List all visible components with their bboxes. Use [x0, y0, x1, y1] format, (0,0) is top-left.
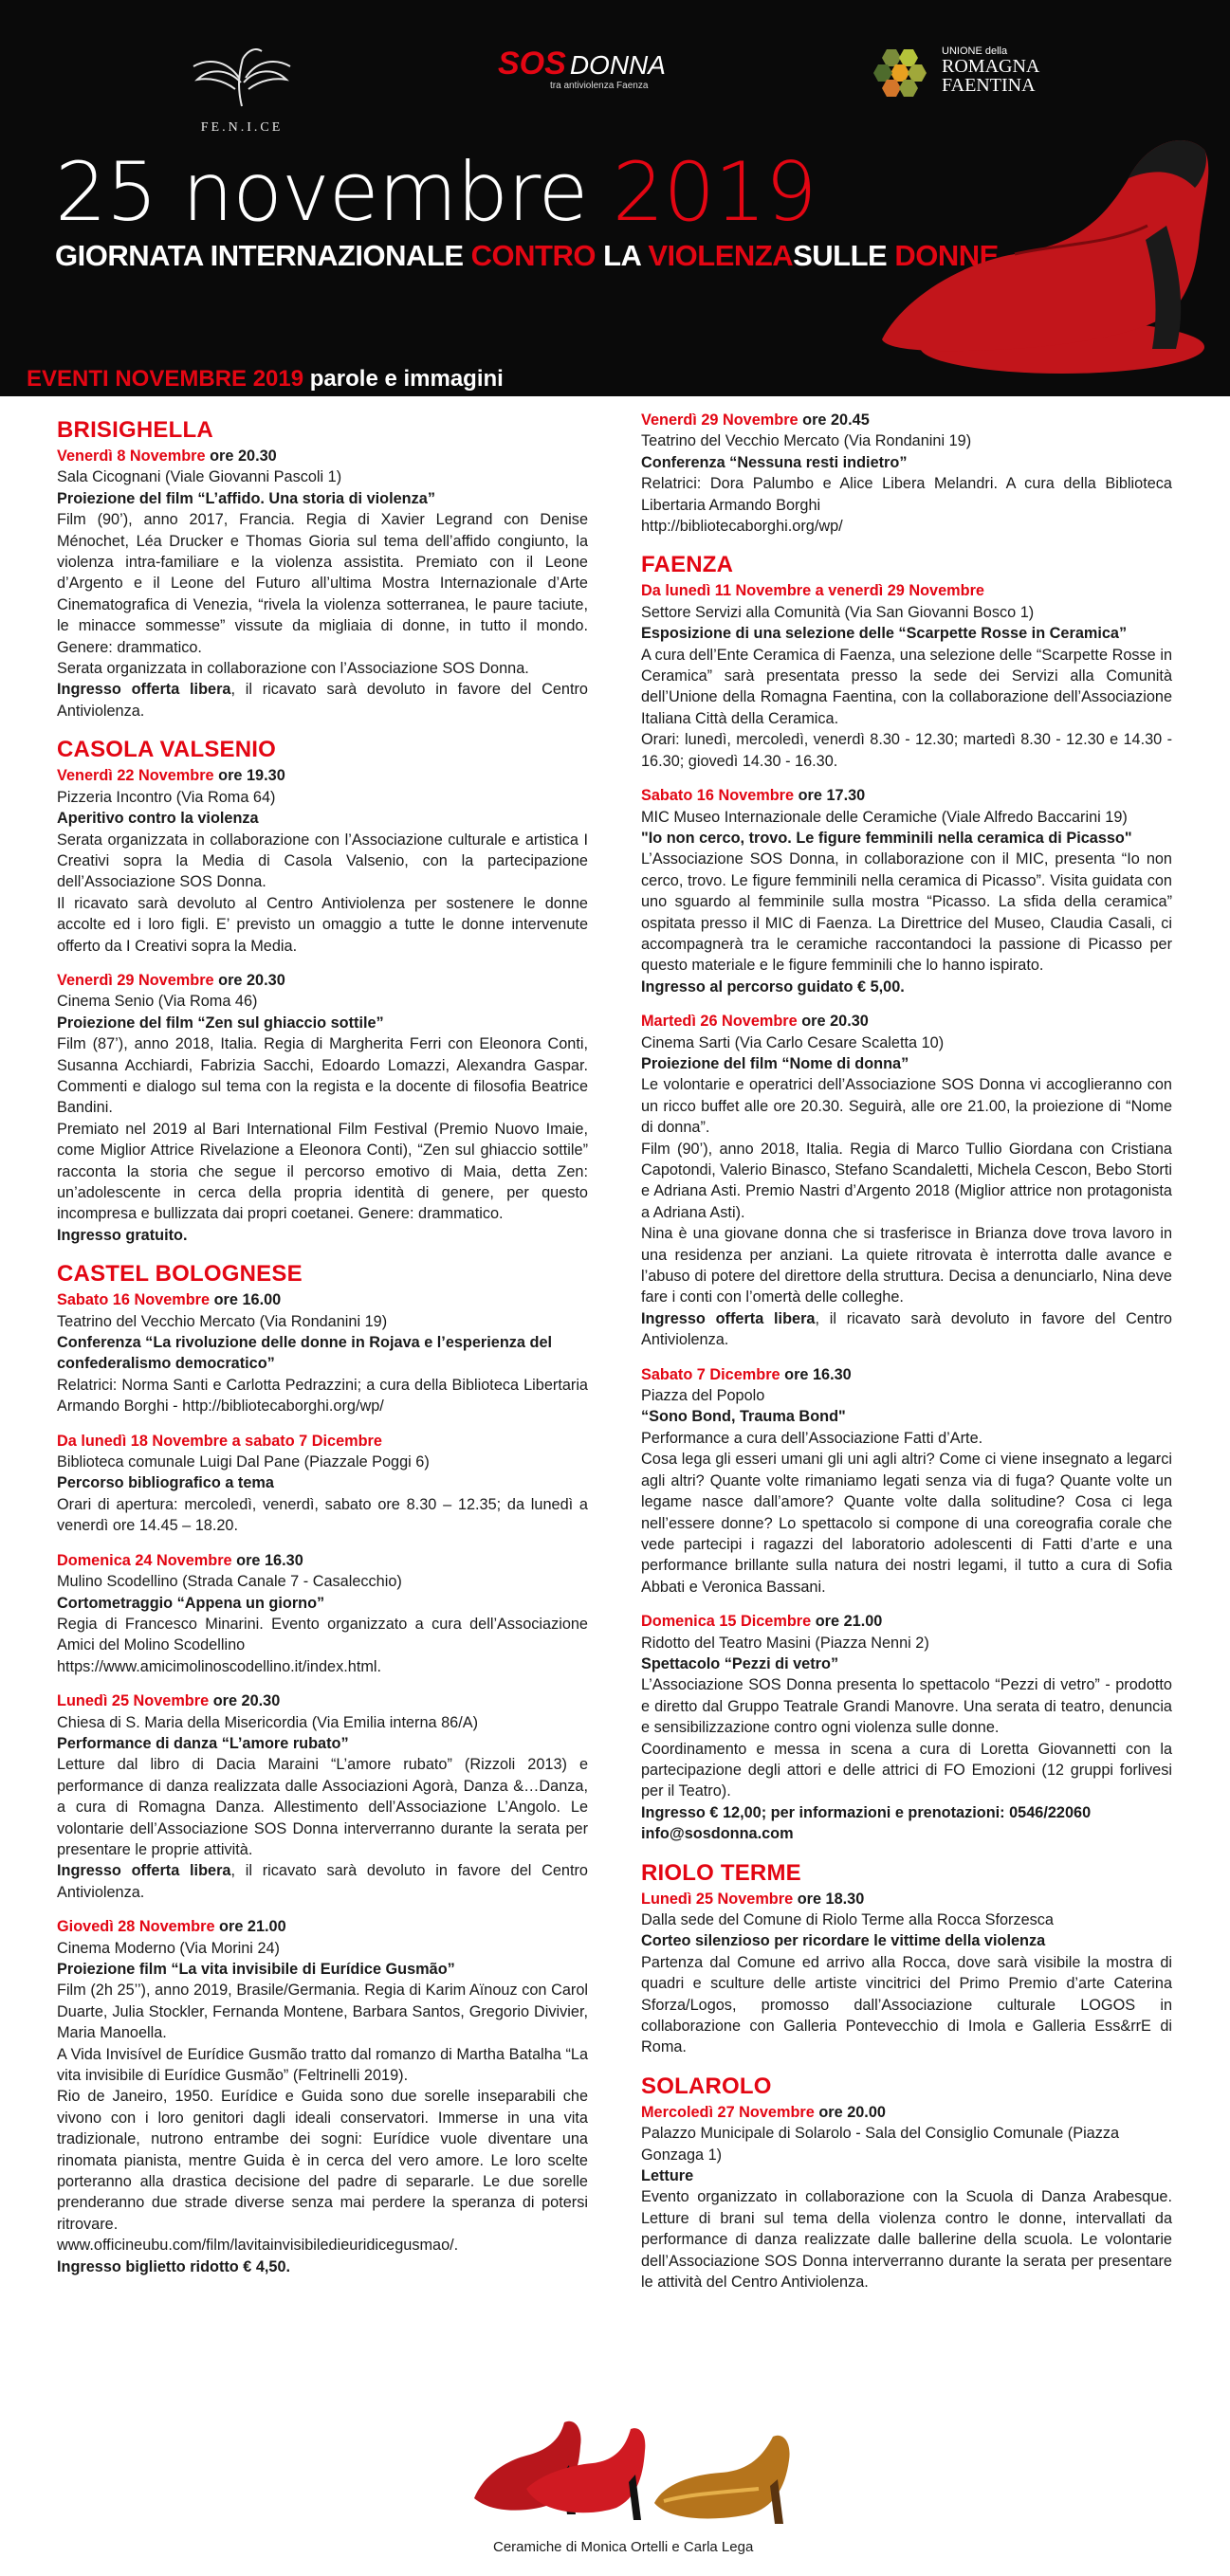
subtitle-part: CONTRO	[470, 239, 596, 272]
event-description: Premiato nel 2019 al Bari International Film Festival (Premio Nuovo Imaie, come Miglior Attrice Rivelazione a Eleonora Conti), “Zen sul ghiaccio sottile” racconta la storia che segue il percorso emotivo di Maia, detta Zen: un’adolescente in cerca della propria identità di genere, per questo incompresa e bullizzata dai propri coetanei. Genere: drammatico.	[57, 1120, 588, 1223]
event-note	[57, 1860, 588, 1903]
subtitle-part: VIOLENZA	[648, 239, 794, 272]
event-datetime	[641, 410, 1172, 430]
event-title: Corteo silenzioso per ricordare le vittime della violenza	[641, 1932, 1046, 1950]
event-note-text: , il ricavato sarà devoluto in favore del Centro Antiviolenza.	[57, 1862, 588, 1901]
event-note-bold: Ingresso offerta libera	[57, 1862, 231, 1880]
event-note	[57, 2256, 588, 2277]
event-item	[641, 1889, 1172, 2058]
unione-romagna-logo	[868, 46, 1057, 102]
event-description: Relatrici: Dora Palumbo e Alice Libera Melandri. A cura della Biblioteca Libertaria Armando Borghi	[641, 475, 1172, 514]
event-description: Rio de Janeiro, 1950. Eurídice e Guida sono due sorelle inseparabili che vivono con i loro genitori dagli ideali conservatori. Immerse in una vita tradizionale, nutrono entrambe dei sogni: Eurídice vuole diventare una rinomata pianista, mentre Guida è in cerca del vero amore. Le loro scelte porteranno alla drastica decisione del padre di separarle. Le due sorelle prenderanno due strade diverse senza mai perdere la speranza di potersi ritrovare.	[57, 2088, 588, 2233]
event-datetime	[57, 1690, 588, 1711]
event-venue: MIC Museo Internazionale delle Ceramiche (Viale Alfredo Baccarini 19)	[641, 808, 1128, 826]
event-note	[641, 977, 1172, 997]
event-datetime	[57, 1916, 588, 1937]
sos-donna-logo	[498, 46, 669, 112]
event-title: Spettacolo “Pezzi di vetro”	[641, 1654, 839, 1672]
gold-shoe-right-icon	[654, 2436, 790, 2524]
event-title: "Io non cerco, trovo. Le figure femminili nella ceramica di Picasso"	[641, 829, 1132, 847]
sos-logo-text: SOS	[498, 46, 566, 82]
event-date: Mercoledì 27 Novembre	[641, 2103, 815, 2121]
event-time: ore 20.45	[802, 411, 870, 429]
event-time: ore 21.00	[815, 1613, 883, 1631]
event-description: A cura dell’Ente Ceramica di Faenza, una selezione delle “Scarpette Rosse in Ceramica” sarà presentata presso la sede dei Servizi alla Comunità dell’Unione della Romagna Faentina, con la collaborazione dell’Associazione Italiana Città della Ceramica.	[641, 646, 1172, 727]
event-title: Esposizione di una selezione delle “Scarpette Rosse in Ceramica”	[641, 625, 1128, 643]
city-section	[641, 2074, 1172, 2293]
event-title: Proiezione del film “Zen sul ghiaccio sottile”	[57, 1014, 384, 1032]
event-note-bold: Ingresso offerta libera	[641, 1309, 816, 1327]
event-item	[57, 1690, 588, 1903]
event-description: Serata organizzata in collaborazione con l’Associazione SOS Donna.	[57, 660, 529, 678]
red-shoe-image	[825, 112, 1223, 396]
event-venue: Ridotto del Teatro Masini (Piazza Nenni 2)	[641, 1634, 929, 1652]
event-item	[57, 765, 588, 957]
event-description: http://bibliotecaborghi.org/wp/	[641, 518, 843, 536]
event-datetime	[641, 580, 1172, 601]
event-time: ore 16.30	[784, 1365, 852, 1383]
event-date: Da lunedì 11 Novembre a venerdì 29 Novembre	[641, 582, 984, 600]
event-time: ore 18.30	[797, 1890, 865, 1908]
subtitle-part: GIORNATA INTERNAZIONALE	[55, 239, 471, 272]
event-date: Sabato 16 Novembre	[57, 1291, 211, 1309]
event-note	[641, 1308, 1172, 1351]
city-heading: FAENZA	[641, 552, 734, 578]
event-date: Venerdì 22 Novembre	[57, 767, 214, 785]
event-item	[57, 1550, 588, 1677]
event-title: Proiezione del film “Nome di donna”	[641, 1054, 909, 1072]
fenice-logo	[180, 30, 303, 144]
event-venue: Pizzeria Incontro (Via Roma 64)	[57, 788, 276, 806]
event-datetime	[641, 1364, 1172, 1385]
event-contact-email[interactable]: info@sosdonna.com	[641, 1825, 794, 1843]
city-section	[57, 417, 588, 722]
phoenix-icon	[180, 30, 303, 116]
city-heading: CASTEL BOLOGNESE	[57, 1261, 303, 1288]
city-heading: CASOLA VALSENIO	[57, 737, 277, 763]
fenice-logo-text: FE.N.I.CE	[200, 120, 284, 135]
event-description: https://www.amicimolinoscodellino.it/index.html.	[57, 1657, 382, 1675]
event-title: Aperitivo contro la violenza	[57, 810, 259, 828]
event-item	[641, 2102, 1172, 2293]
event-time: ore 17.30	[798, 787, 866, 805]
event-date: Giovedì 28 Novembre	[57, 1918, 215, 1936]
event-description: Letture dal libro di Dacia Maraini “L’amore rubato” (Rizzoli 2013) e performance di danza realizzata dalle Associazioni Agorà, Danza &…Danza, a cura di Romagna Danza. Allestimento dell’Associazione L’Angolo. Le volontarie dell’Associazione SOS Donna interverranno durante la serata per presentare le proprie attività.	[57, 1756, 588, 1858]
unione-logo-line2: ROMAGNA	[942, 56, 1040, 77]
event-note	[641, 1802, 1172, 1823]
event-description: Coordinamento e messa in scena a cura di Loretta Giovannetti con la partecipazione degli attori e delle attrici di FO Emozioni (12 gruppi forlivesi per il Teatro).	[641, 1740, 1172, 1800]
event-note-bold: Ingresso offerta libera	[57, 681, 231, 699]
city-section	[57, 737, 588, 1246]
event-time: ore 20.30	[212, 1692, 281, 1710]
event-note-bold: Ingresso al percorso guidato € 5,00.	[641, 977, 905, 996]
event-date: Domenica 24 Novembre	[57, 1551, 232, 1569]
event-venue: Teatrino del Vecchio Mercato (Via Rondanini 19)	[641, 432, 972, 450]
event-datetime	[641, 1611, 1172, 1632]
event-item	[57, 970, 588, 1246]
event-description: Relatrici: Norma Santi e Carlotta Pedrazzini; a cura della Biblioteca Libertaria Armando Borghi - http://bibliotecaborghi.org/wp/	[57, 1376, 588, 1416]
event-description: Film (90’), anno 2018, Italia. Regia di Marco Tullio Giordana con Cristiana Capotondi, Valerio Binasco, Stefano Scandaletti, Michela Cescon, Bebo Storti e Adriana Asti. Premio Nastri d’Argento 2018 (Miglior attrice non protagonista a Adriana Asti).	[641, 1140, 1172, 1221]
event-venue: Piazza del Popolo	[641, 1387, 765, 1405]
event-description: Il ricavato sarà devoluto al Centro Antiviolenza per sostenere le donne accolte ed i loro figli. E’ previsto un omaggio a tutte le donne intervenute offerto da I Creativi sopra la Media.	[57, 894, 588, 955]
event-datetime	[57, 1431, 588, 1452]
event-description: A Vida Invisível de Eurídice Gusmão tratto dal romanzo di Martha Batalha “La vita invisibile di Eurídice Gusmão” (Feltrinelli 2019).	[57, 2045, 588, 2085]
event-item	[57, 446, 588, 722]
event-venue: Palazzo Municipale di Solarolo - Sala del Consiglio Comunale (Piazza Gonzaga 1)	[641, 2125, 1120, 2164]
event-datetime	[57, 446, 588, 466]
event-time: ore 21.00	[219, 1918, 286, 1936]
event-date: Sabato 16 Novembre	[641, 787, 795, 805]
event-item	[641, 410, 1172, 537]
event-item	[57, 1289, 588, 1416]
event-time: ore 20.00	[818, 2103, 886, 2121]
event-note-bold: Ingresso gratuito.	[57, 1226, 188, 1244]
title-date: 25 novembre	[55, 145, 588, 240]
city-section	[57, 1261, 588, 2277]
event-note-text: , il ricavato sarà devoluto in favore del Centro Antiviolenza.	[641, 1309, 1172, 1349]
unione-logo-line3: FAENTINA	[942, 75, 1036, 96]
event-description: Performance a cura dell’Associazione Fatti d’Arte.	[641, 1429, 983, 1447]
event-description: Partenza dal Comune ed arrivo alla Rocca, dove sarà visibile la mostra di quadri e sculture delle artiste vincitrici del Primo Premio d’arte Caterina Sforza/Logos, promosso dall’Associazione culturale LOGOS in collaborazione con Galleria Pontevecchio di Imola e Galleria Ess&rrE di Roma.	[641, 1953, 1172, 2056]
event-note-bold: Ingresso € 12,00; per informazioni e prenotazioni: 0546/22060	[641, 1803, 1092, 1821]
event-title: Letture	[641, 2167, 694, 2185]
event-venue: Chiesa di S. Maria della Misericordia (Via Emilia interna 86/A)	[57, 1713, 478, 1731]
event-venue: Sala Cicognani (Viale Giovanni Pascoli 1)	[57, 468, 342, 486]
event-date: Venerdì 29 Novembre	[57, 971, 214, 989]
event-note-bold: Ingresso biglietto ridotto € 4,50.	[57, 2257, 291, 2275]
event-description: Serata organizzata in collaborazione con l’Associazione culturale e artistica I Creativi sopra la Media di Casola Valsenio, con la partecipazione dell’Associazione SOS Donna.	[57, 831, 588, 891]
event-item	[641, 1611, 1172, 1844]
event-time: ore 16.00	[213, 1291, 282, 1309]
hexagon-cluster-icon	[868, 46, 934, 102]
footer-caption: Ceramiche di Monica Ortelli e Carla Lega	[493, 2539, 754, 2555]
city-heading: BRISIGHELLA	[57, 417, 213, 443]
events-label-red: EVENTI NOVEMBRE 2019	[27, 366, 304, 392]
unione-logo-line1: UNIONE della	[942, 46, 1008, 57]
event-description: Cosa lega gli esseri umani gli uni agli altri? Come ci viene insegnato a legarci agli altri? Quante volte rimaniamo legati senza via di fuga? Quante volte un legame nasce dall’amore? Quante volte dalla solitudine? Cosa ci lega nell’essere donne? Lo spettacolo si compone di una coreografia corale che vede partecipi i ragazzi del laboratorio adolescenti di Fatti d’arte e una performance brillante sulla natura dei nostri legami, il tutto a cura di Sofia Abbati e Veronica Bassani.	[641, 1451, 1172, 1596]
sos-logo-tagline: tra antiviolenza Faenza	[550, 81, 649, 91]
event-datetime	[641, 2102, 1172, 2123]
event-venue: Settore Servizi alla Comunità (Via San Giovanni Bosco 1)	[641, 603, 1035, 621]
event-venue: Teatrino del Vecchio Mercato (Via Rondanini 19)	[57, 1312, 388, 1330]
event-title: Cortometraggio “Appena un giorno”	[57, 1594, 325, 1612]
donna-logo-text: DONNA	[569, 50, 666, 80]
subtitle-part: DONNE	[894, 239, 999, 272]
event-date: Martedì 26 Novembre	[641, 1013, 798, 1031]
event-date: Venerdì 29 Novembre	[641, 411, 799, 429]
event-datetime	[57, 1289, 588, 1310]
event-venue: Mulino Scodellino (Strada Canale 7 - Casalecchio)	[57, 1573, 402, 1591]
subtitle-part: SULLE	[793, 239, 895, 272]
event-description: Film (90’), anno 2017, Francia. Regia di Xavier Legrand con Denise Ménochet, Léa Drucker e Thomas Gioria sul tema dell’affido congiunto, la violenza intra-familiare e la violenza assistita. Premiato con il Leone d’Argento e il Leone del Futuro all’ultima Mostra Internazionale d’Arte Cinematografica di Venezia, “rivela la violenza sotterranea, le paure taciute, le minacce sommesse” vissute da migliaia di donne, in tutto il mondo. Genere: drammatico.	[57, 511, 588, 656]
left-column	[57, 408, 588, 2293]
event-datetime	[641, 1889, 1172, 1909]
event-description: Film (2h 25’’), anno 2019, Brasile/Germania. Regia di Karim Aïnouz con Carol Duarte, Julia Stockler, Fernanda Montene, Barbara Santos, Gregorio Divivier, Maria Manoella.	[57, 1982, 588, 2042]
event-title: Percorso bibliografico a tema	[57, 1474, 274, 1492]
events-label	[27, 366, 504, 393]
event-datetime	[57, 765, 588, 786]
event-title: Proiezione del film “L’affido. Una storia di violenza”	[57, 489, 435, 507]
event-item	[641, 1011, 1172, 1351]
event-datetime	[641, 785, 1172, 806]
header-banner	[0, 0, 1230, 396]
event-description: Regia di Francesco Minarini. Evento organizzato a cura dell’Associazione Amici del Molino Scodellino	[57, 1615, 588, 1654]
event-datetime	[57, 970, 588, 991]
event-description: Le volontarie e operatrici dell’Associazione SOS Donna vi accoglieranno con un ricco buffet alle ore 20.30. Seguirà, alle ore 21.00, la proiezione di “Nome di donna”.	[641, 1076, 1172, 1137]
page-title	[55, 145, 817, 240]
event-item	[57, 1916, 588, 2277]
event-time: ore 16.30	[236, 1551, 303, 1569]
events-label-white: parole e immagini	[303, 366, 504, 392]
right-column	[641, 410, 1172, 2309]
event-datetime	[641, 1011, 1172, 1032]
event-venue: Cinema Moderno (Via Morini 24)	[57, 1939, 280, 1957]
event-item	[641, 1364, 1172, 1598]
event-title: “Sono Bond, Trauma Bond"	[641, 1408, 846, 1426]
event-note	[57, 679, 588, 722]
city-heading: SOLAROLO	[641, 2073, 772, 2099]
event-date: Domenica 15 Dicembre	[641, 1613, 812, 1631]
event-description: www.officineubu.com/film/lavitainvisibiledieuridicegusmao/.	[57, 2237, 459, 2255]
event-title: Proiezione film “La vita invisibile di Eurídice Gusmão”	[57, 1961, 455, 1978]
event-item	[641, 580, 1172, 772]
city-heading: RIOLO TERME	[641, 1859, 801, 1886]
city-section	[641, 410, 1172, 537]
event-description: Nina è una giovane donna che si trasferisce in Brianza dove trova lavoro in una residenza per anziani. La quiete ritrovata è interrotta dalle avance e l’abuso di potere del direttore della struttura. Decisa a denunciarlo, Nina deve fare i conti con l’omertà delle colleghe.	[641, 1225, 1172, 1306]
event-time: ore 20.30	[801, 1013, 869, 1031]
event-description: Film (87’), anno 2018, Italia. Regia di Margherita Ferri con Eleonora Conti, Susanna Acchiardi, Fabrizia Sacchi, Edoardo Lomazzi, Alexandra Gaspar. Commenti e dialogo sul tema con la regista e la docente di filosofia Beatrice Bandini.	[57, 1035, 588, 1117]
city-section	[641, 552, 1172, 1844]
event-title: Performance di danza “L’amore rubato”	[57, 1734, 349, 1752]
event-venue: Biblioteca comunale Luigi Dal Pane (Piazzale Poggi 6)	[57, 1453, 430, 1471]
event-venue: Dalla sede del Comune di Riolo Terme alla Rocca Sforzesca	[641, 1911, 1054, 1928]
subtitle-part: LA	[595, 239, 649, 272]
event-description: Orari: lunedì, mercoledì, venerdì 8.30 - 12.30; martedì 8.30 - 12.30 e 14.30 - 16.30; giovedì 14.30 - 16.30.	[641, 731, 1172, 770]
event-description: L’Associazione SOS Donna, in collaborazione con il MIC, presenta “Io non cerco, trovo. Le figure femminili nella ceramica di Picasso”. Visita guidata con uno sguardo al femminile sulla mostra “Picasso. La sfida della ceramica” ospitata presso il MIC di Faenza. La Direttrice del Museo, Claudia Casali, ci accompagnerà tra le ceramiche raccontandoci la passione di Picasso per questo materiale e le figure femminili che lo hanno ispirato.	[641, 850, 1172, 975]
event-time: ore 19.30	[218, 767, 285, 785]
event-venue: Cinema Senio (Via Roma 46)	[57, 993, 258, 1011]
event-title: Conferenza “Nessuna resti indietro”	[641, 453, 908, 471]
event-date: Venerdì 8 Novembre	[57, 448, 206, 465]
event-time: ore 20.30	[210, 448, 277, 465]
event-datetime	[57, 1550, 588, 1571]
event-date: Sabato 7 Dicembre	[641, 1365, 780, 1383]
event-note	[57, 1225, 588, 1246]
event-description: Evento organizzato in collaborazione con la Scuola di Danza Arabesque. Letture di brani sul tema della violenza contro le donne, intervallati da performance di danza realizzate dalle ballerine della scuola. Le volontarie dell’Associazione SOS Donna interverranno durante la serata per presentare le attività del Centro Antiviolenza.	[641, 2188, 1172, 2292]
event-note-text: , il ricavato sarà devoluto in favore del Centro Antiviolenza.	[57, 681, 588, 720]
event-title: Conferenza “La rivoluzione delle donne in Rojava e l’esperienza del confederalismo democratico”	[57, 1334, 553, 1373]
event-description: Orari di apertura: mercoledì, venerdì, sabato ore 8.30 – 12.35; da lunedì a venerdì ore 14.45 – 18.20.	[57, 1495, 588, 1535]
event-date: Lunedì 25 Novembre	[57, 1692, 210, 1710]
event-item	[57, 1431, 588, 1537]
event-date: Da lunedì 18 Novembre a sabato 7 Dicembre	[57, 1432, 382, 1450]
event-date: Lunedì 25 Novembre	[641, 1890, 794, 1908]
event-description: L’Associazione SOS Donna presenta lo spettacolo “Pezzi di vetro” - prodotto e diretto dal Gruppo Teatrale Grandi Manovre. Una serata di teatro, denuncia e sensibilizzazione contro ogni violenza sulle donne.	[641, 1676, 1172, 1737]
title-year: 2019	[612, 145, 817, 240]
event-venue: Cinema Sarti (Via Carlo Cesare Scaletta 10)	[641, 1033, 945, 1051]
event-item	[641, 785, 1172, 997]
event-time: ore 20.30	[218, 971, 285, 989]
city-section	[641, 1860, 1172, 2058]
